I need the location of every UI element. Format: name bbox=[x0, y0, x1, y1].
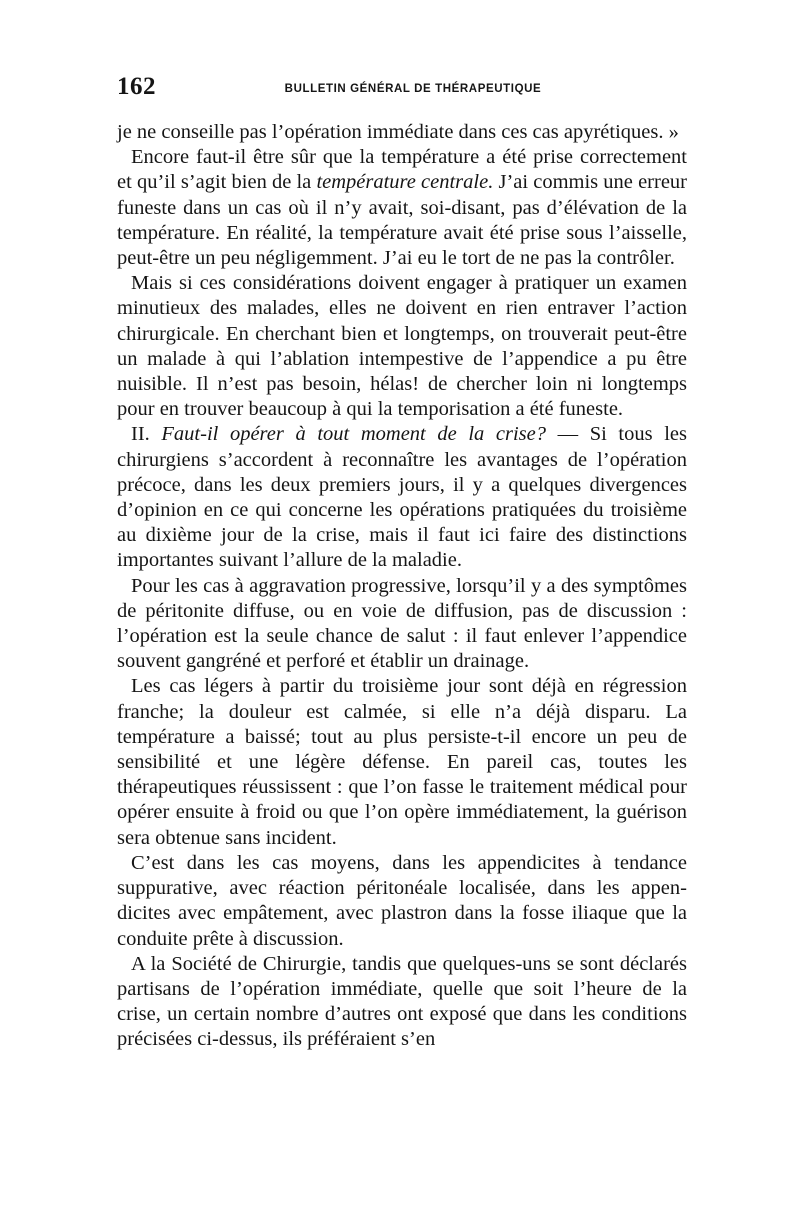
body-text bbox=[117, 120, 687, 1053]
paragraph-6: Les cas légers à partir du troisième jour sont déjà en régression franche; la douleur est calmée, si elle n’a déjà disparu. La température a baissé; tout au plus persiste-t-il encore un peu de sensibilité et une légère défense. En pareil cas, toutes les thérapeutiques réussissent : que l’on fasse le traitement médical pour opérer ensuite à froid ou que l’on opère immédiatement, la guérison sera obtenue sans incident. bbox=[117, 675, 687, 849]
section-heading: Faut-il opérer à tout moment de la crise? bbox=[161, 423, 546, 446]
paragraph-4-text: — Si tous les chirurgiens s’accordent à reconnaître les avantages de l’opération précoce, dans les deux premiers jours, il y a quelques divergences d’opinion en ce qui concerne les opérations pratiquées du troisième au dixième jour de la crise, mais il faut ici faire des distinctions importantes suivant l’allure de la maladie. bbox=[117, 423, 687, 572]
paragraph-1: je ne conseille pas l’opération immédiate dans ces cas apyrétiques. » bbox=[117, 121, 679, 143]
paragraph-2 bbox=[117, 145, 687, 271]
paragraph-2-text-a: Encore faut-il être sûr que la température a été prise correctement et qu’il s’agit bien de la bbox=[117, 146, 687, 194]
paragraph-4 bbox=[117, 422, 687, 573]
paragraph-7: C’est dans les cas moyens, dans les appendicites à tendance suppurative, avec réaction péritonéale localisée, dans les appendicites avec empâtement, avec plastron dans la fosse iliaque que la conduite prête à discussion. bbox=[117, 851, 687, 950]
paragraph-8: A la Société de Chirurgie, tandis que quelques-uns se sont déclarés partisans de l’opération immédiate, quelle que soit l’heure de la crise, un certain nombre d’autres ont exposé que dans les conditions précisées ci-dessus, ils préféraient s’en bbox=[117, 952, 687, 1051]
paragraph-5: Pour les cas à aggravation progressive, lorsqu’il y a des symptômes de péritonite diffuse, ou en voie de diffusion, pas de discussion : l’opération est la seule chance de salut : il faut enlever l’appendice souvent gangréné et perforé et établir un drainage. bbox=[117, 574, 687, 673]
running-header bbox=[117, 72, 687, 102]
page-number: 162 bbox=[117, 73, 156, 100]
paragraph-2-emphasis: température centrale. bbox=[316, 171, 494, 194]
section-number: II. bbox=[131, 423, 162, 446]
paragraph-3: Mais si ces considérations doivent engager à pratiquer un examen minutieux des malades, elles ne doivent en rien entraver l’action chirurgicale. En cherchant bien et longtemps, on trouverait peut-être un malade à qui l’ablation intempestive de l’appendice a pu être nuisible. Il n’est pas besoin, hélas! de chercher loin ni longtemps pour en trouver beaucoup à qui la temporisation a été funeste. bbox=[117, 272, 687, 421]
paragraph-2-text-b: J’ai commis une erreur funeste dans un cas où il n’y avait, soi-disant, pas d’élévation de la température. En réalité, la température avait été prise sous l’aisselle, peut-être un peu négligemment. J’ai eu le tort de ne pas la contrôler. bbox=[117, 171, 687, 270]
journal-title: BULLETIN GÉNÉRAL DE THÉRAPEUTIQUE bbox=[284, 83, 542, 95]
